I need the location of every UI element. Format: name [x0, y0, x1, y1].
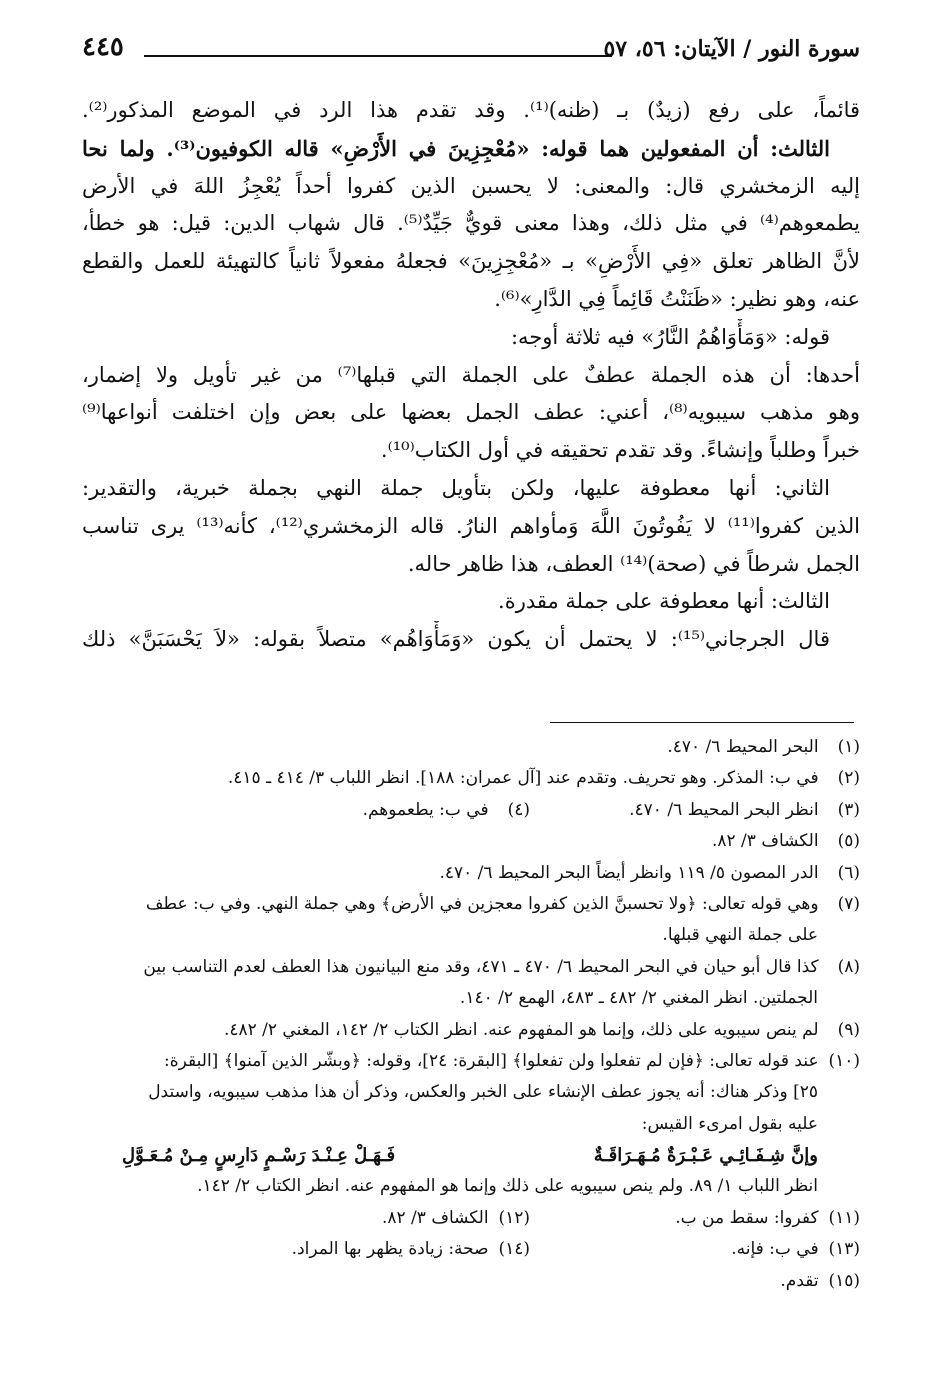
footnote-number: (١٢)	[498, 1207, 530, 1228]
footnote-text: كذا قال أبو حيان في البحر المحيط ٦/ ٤٧٠ ـ ٤٧١، وقد منع البيانيون هذا العطف لعدم التناسب بين	[143, 956, 819, 977]
footnote-text: الكشاف ٣/ ٨٢.	[381, 1207, 489, 1228]
footnote-number: (١٥)	[828, 1270, 860, 1291]
footnote-continuation: عليه بقول امرىء القيس:	[641, 1113, 818, 1134]
footnote-number: (١٠)	[828, 1050, 860, 1071]
footnote-text: وهي قوله تعالى: ﴿ولا تحسبنَّ الذين كفروا معجزين في الأرض﴾ وهي جملة النهي. وفي ب: عطف	[145, 893, 819, 914]
footnote-text: كفروا: سقط من ب.	[675, 1207, 819, 1228]
footnote-number: (٣)	[837, 799, 860, 820]
verse-second-hemistich: فَـهَـلْ عِـنْـدَ رَسْـمٍ دَارِسٍ مِـنْ مُـعَـوَّلِ	[122, 1145, 396, 1167]
text-line: يطمعوهم⁽⁴⁾ في مثل ذلك، وهذا معنى قويٌّ جَيِّدٌ⁽⁵⁾. قال شهاب الدين: قيل: هو خطأ،	[82, 211, 860, 236]
running-title: سورة النور / الآيتان: ٥٦، ٥٧	[603, 36, 860, 62]
footnote-number: (١١)	[828, 1207, 860, 1228]
page-header	[82, 30, 860, 74]
footnote-number: (٤)	[507, 799, 530, 820]
text-line: قال الجرجاني⁽¹⁵⁾: لا يحتمل أن يكون «وَمَأْوَاهُم» متصلاً بقوله: «لاَ يَحْسَبَنَّ» ذلك	[82, 627, 830, 652]
footnote-pair	[82, 1234, 860, 1265]
footnote-number: (٧)	[837, 893, 860, 914]
footnote-text: تقدم.	[780, 1270, 819, 1291]
footnote-continuation: الجملتين. انظر المغني ٢/ ٤٨٢ ـ ٤٨٣، الهمع ٢/ ١٤٠.	[459, 988, 818, 1009]
verse-first-hemistich: وإنَّ شِـفَـائِـي عَـبْـرَةٌ مُـهَـرَاقَـةٌ	[593, 1145, 818, 1167]
footnote-pair	[82, 1203, 860, 1234]
text-line: قائماً، على رفع (زيدٌ) بـ (ظنه)⁽¹⁾. وقد تقدم هذا الرد في الموضع المذكور⁽²⁾.	[82, 98, 860, 122]
footnote-number: (٩)	[837, 1019, 860, 1040]
footnote-number: (٦)	[837, 862, 860, 883]
footnote-text: في ب: فإنه.	[731, 1239, 819, 1260]
text-line: الثالث: أن المفعولين هما قوله: «مُعْجِزِينَ في الأَرْضِ» قاله الكوفيون⁽³⁾. ولما نحا	[82, 135, 830, 161]
footnote-continuation: انظر اللباب ١/ ٨٩. ولم ينص سيبويه على ذلك وإنما هو المفهوم عنه. انظر الكتاب ٢/ ١٤٢.	[197, 1176, 818, 1197]
footnote-text: لم ينص سيبويه على ذلك، وإنما هو المفهوم عنه. انظر الكتاب ٢/ ١٤٢، المغني ٢/ ٤٨٢.	[223, 1019, 819, 1040]
footnote	[82, 952, 860, 983]
footnote	[82, 1266, 860, 1297]
footnote-text: البحر المحيط ٦/ ٤٧٠.	[667, 737, 819, 757]
page-number: ٤٤٥	[82, 32, 124, 62]
text-line: أحدها: أن هذه الجملة عطفٌ على الجملة التي قبلها⁽⁷⁾ من غير تأويل ولا إضمار،	[82, 362, 860, 387]
text-line: عنه، وهو نظير: «ظَنَنْتُ قَائِماً فِي الدَّارِ»⁽⁶⁾.	[494, 286, 860, 311]
footnote-text: الكشاف ٣/ ٨٢.	[711, 831, 819, 852]
text-line: خبراً وطلباً وإنشاءً. وقد تقدم تحقيقه في أول الكتاب⁽¹⁰⁾.	[380, 438, 860, 463]
footnote	[82, 1015, 860, 1046]
footnote-text: في ب: المذكر. وهو تحريف. وتقدم عند [آل عمران: ١٨٨]. انظر اللباب ٣/ ٤١٤ ـ ٤١٥.	[227, 768, 819, 789]
footnote-number: (٢)	[837, 768, 860, 789]
text-line: وهو مذهب سيبويه⁽⁸⁾، أعني: عطف الجمل بعضها على بعض وإن اختلفت أنواعها⁽⁹⁾	[82, 400, 860, 425]
footnote-separator	[550, 722, 854, 723]
footnote-continuation: ٢٥] وذكر هناك: أنه يجوز عطف الإنشاء على الخبر والعكس، وذكر أن هذا مذهب سيبويه، واستدل	[148, 1082, 818, 1103]
footnote	[82, 1046, 860, 1077]
footnote-number: (٨)	[837, 956, 860, 977]
text-line: الثالث: أنها معطوفة على جملة مقدرة.	[498, 589, 830, 614]
text-line: إليه الزمخشري قال: والمعنى: لا يحسبن الذين كفروا أحداً يُعْجِزُ اللهَ في الأرض	[82, 173, 860, 198]
text-line: الذين كفروا⁽¹¹⁾ لا يَفُوتُونَ اللَّهَ وَمأواهم النارُ. قاله الزمخشري⁽¹²⁾، كأنه⁽¹³⁾ يرى تناسب	[82, 513, 860, 538]
footnote-pair	[82, 795, 860, 826]
poetry-verse	[82, 1140, 860, 1171]
header-rule	[144, 55, 612, 57]
footnote-text: الدر المصون ٥/ ١١٩ وانظر أيضاً البحر المحيط ٦/ ٤٧٠.	[439, 862, 819, 883]
footnote	[82, 858, 860, 889]
text-line: قوله: «وَمَأْوَاهُمُ النَّارُ» فيه ثلاثة أوجه:	[510, 324, 830, 349]
footnote-number: (١)	[837, 737, 860, 757]
footnote-number: (١٤)	[498, 1239, 530, 1260]
footnote-continuation: على جملة النهي قبلها.	[662, 925, 818, 946]
footnotes	[82, 732, 860, 1297]
footnote-text: صحة: زيادة يظهر بها المراد.	[291, 1239, 489, 1260]
main-text	[82, 92, 860, 659]
text-line: الثاني: أنها معطوفة عليها، ولكن بتأويل جملة النهي بجملة خبرية، والتقدير:	[82, 475, 830, 500]
text-line: لأنَّ الظاهر تعلق «فِي الأَرْضِ» بـ «مُعْجِزِينَ» فجعلهُ مفعولاً ثانياً كالتهيئة للعمل والقطع	[82, 249, 860, 274]
footnote	[82, 763, 860, 794]
footnote-number: (٥)	[837, 831, 860, 852]
footnote-text: عند قوله تعالى: ﴿فإن لم تفعلوا ولن تفعلوا﴾ [البقرة: ٢٤]، وقوله: ﴿وبشّر الذين آمنوا﴾ [البقرة:	[164, 1050, 819, 1071]
text-line: الجمل شرطاً في (صحة)⁽¹⁴⁾ العطف، هذا ظاهر حاله.	[407, 551, 860, 576]
footnote	[82, 889, 860, 920]
footnote	[82, 826, 860, 857]
footnote-text: في ب: يطعموهم.	[362, 799, 489, 820]
footnote	[82, 732, 860, 763]
footnote-text: انظر البحر المحيط ٦/ ٤٧٠.	[629, 799, 819, 820]
footnote-number: (١٣)	[828, 1239, 860, 1260]
